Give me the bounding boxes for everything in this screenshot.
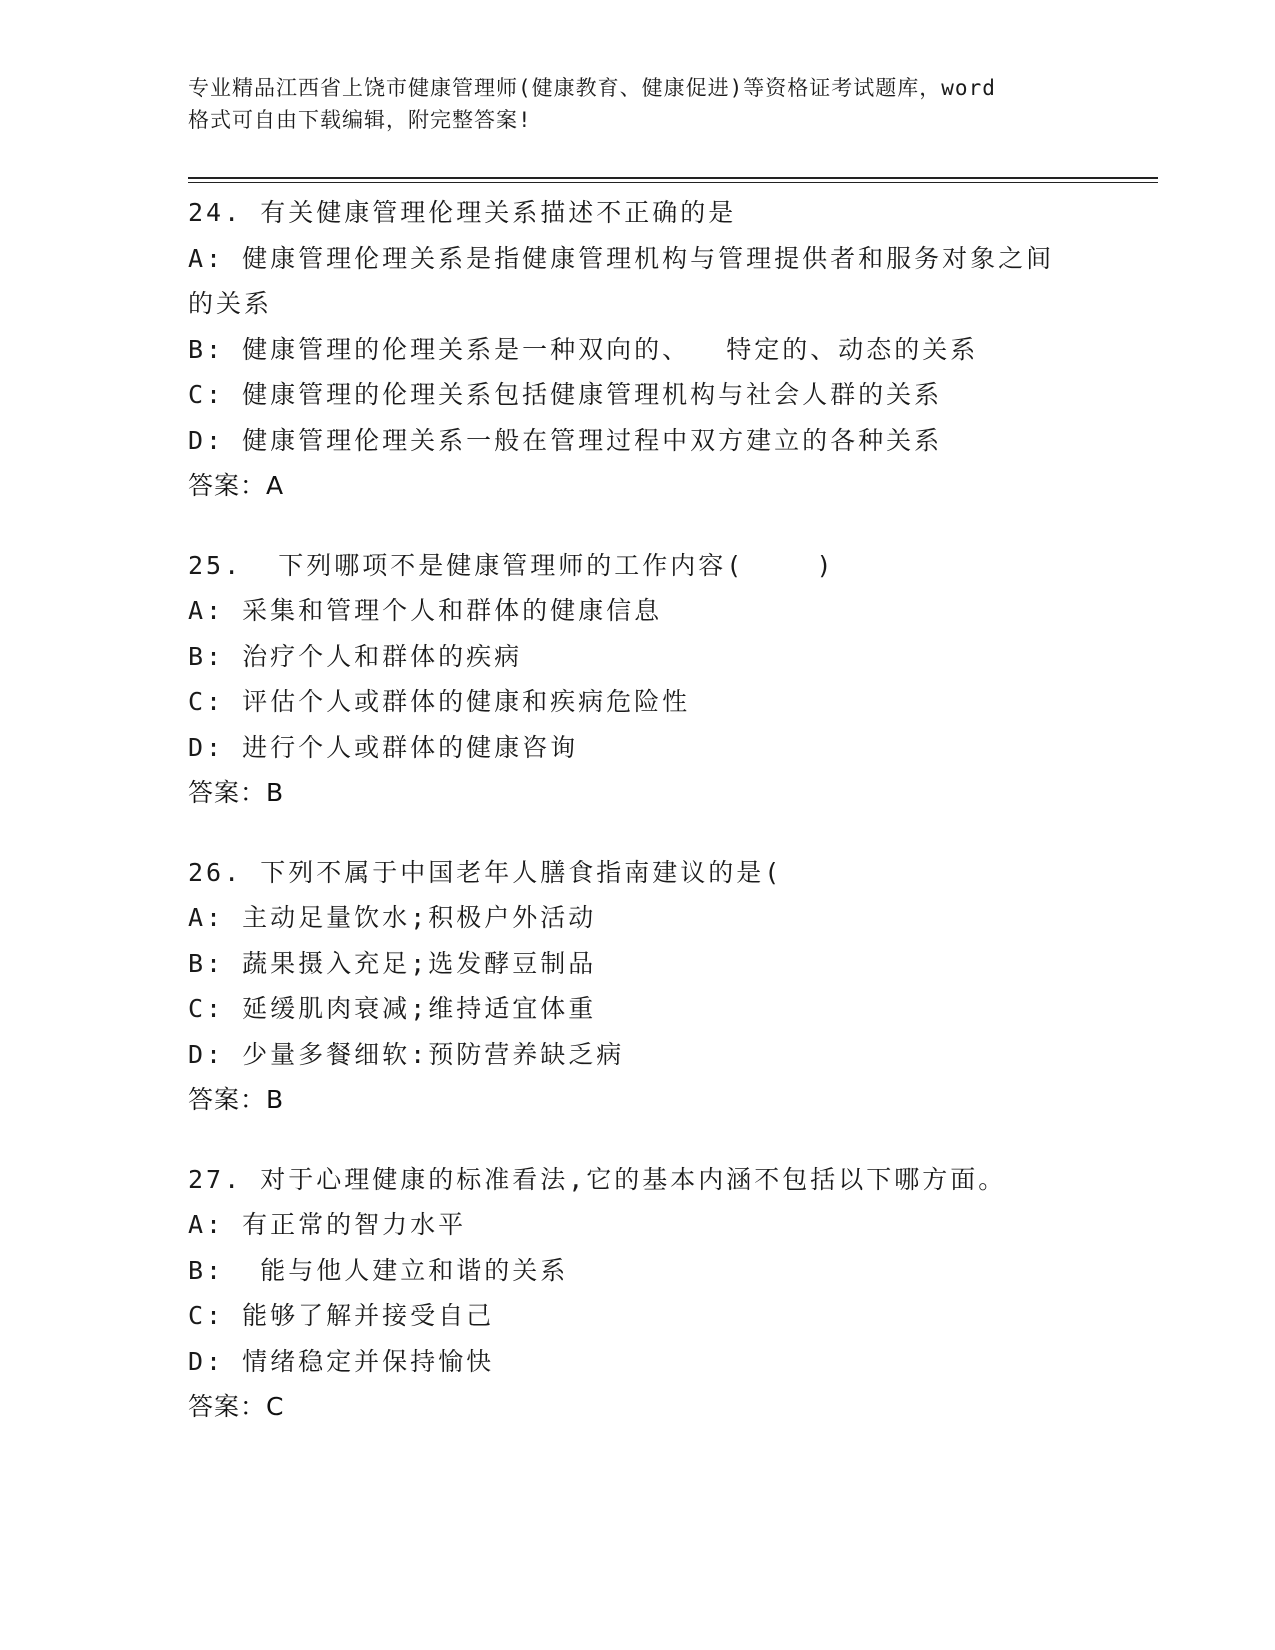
option-b: B: 健康管理的伦理关系是一种双向的、 特定的、动态的关系	[188, 334, 979, 364]
question-27	[188, 1157, 1088, 1430]
option-c: C: 能够了解并接受自己	[188, 1301, 495, 1330]
header-line-2: 格式可自由下载编辑，附完整答案!	[188, 108, 532, 132]
answer-label: 答案：A	[188, 471, 285, 500]
option-c: C: 健康管理的伦理关系包括健康管理机构与社会人群的关系	[188, 380, 943, 409]
option-a: A: 主动足量饮水;积极户外活动	[188, 903, 597, 932]
option-a-continued: 的关系	[188, 289, 273, 318]
option-d: D: 进行个人或群体的健康咨询	[188, 732, 579, 762]
option-c: C: 评估个人或群体的健康和疾病危险性	[188, 687, 691, 716]
option-a: A: 健康管理伦理关系是指健康管理机构与管理提供者和服务对象之间	[188, 243, 1055, 273]
question-stem: 24. 有关健康管理伦理关系描述不正确的是	[188, 198, 737, 227]
question-25	[188, 543, 1088, 816]
option-d: D: 少量多餐细软:预防营养缺乏病	[188, 1039, 625, 1069]
answer-label: 答案：B	[188, 778, 285, 807]
header-line-1: 专业精品江西省上饶市健康管理师(健康教育、健康促进)等资格证考试题库，word	[188, 76, 996, 100]
option-b: B: 蔬果摄入充足;选发酵豆制品	[188, 948, 597, 978]
option-d: D: 情绪稳定并保持愉快	[188, 1346, 495, 1376]
header-rule-thin	[188, 182, 1158, 183]
question-26	[188, 850, 1088, 1123]
option-d: D: 健康管理伦理关系一般在管理过程中双方建立的各种关系	[188, 425, 943, 455]
question-list	[188, 190, 1088, 1464]
option-a: A: 采集和管理个人和群体的健康信息	[188, 596, 663, 625]
question-stem: 27. 对于心理健康的标准看法,它的基本内涵不包括以下哪方面。	[188, 1164, 1007, 1194]
question-stem: 25. 下列哪项不是健康管理师的工作内容( )	[188, 550, 835, 580]
document-header	[188, 72, 1088, 136]
answer-label: 答案：B	[188, 1085, 285, 1114]
option-c: C: 延缓肌肉衰减;维持适宜体重	[188, 994, 597, 1023]
question-24	[188, 190, 1088, 509]
header-rule-thick	[188, 177, 1158, 179]
option-b: B: 治疗个人和群体的疾病	[188, 641, 523, 671]
question-stem: 26. 下列不属于中国老年人膳食指南建议的是(	[188, 857, 783, 887]
option-b: B: 能与他人建立和谐的关系	[188, 1255, 569, 1285]
answer-label: 答案：C	[188, 1392, 285, 1421]
option-a: A: 有正常的智力水平	[188, 1210, 467, 1239]
